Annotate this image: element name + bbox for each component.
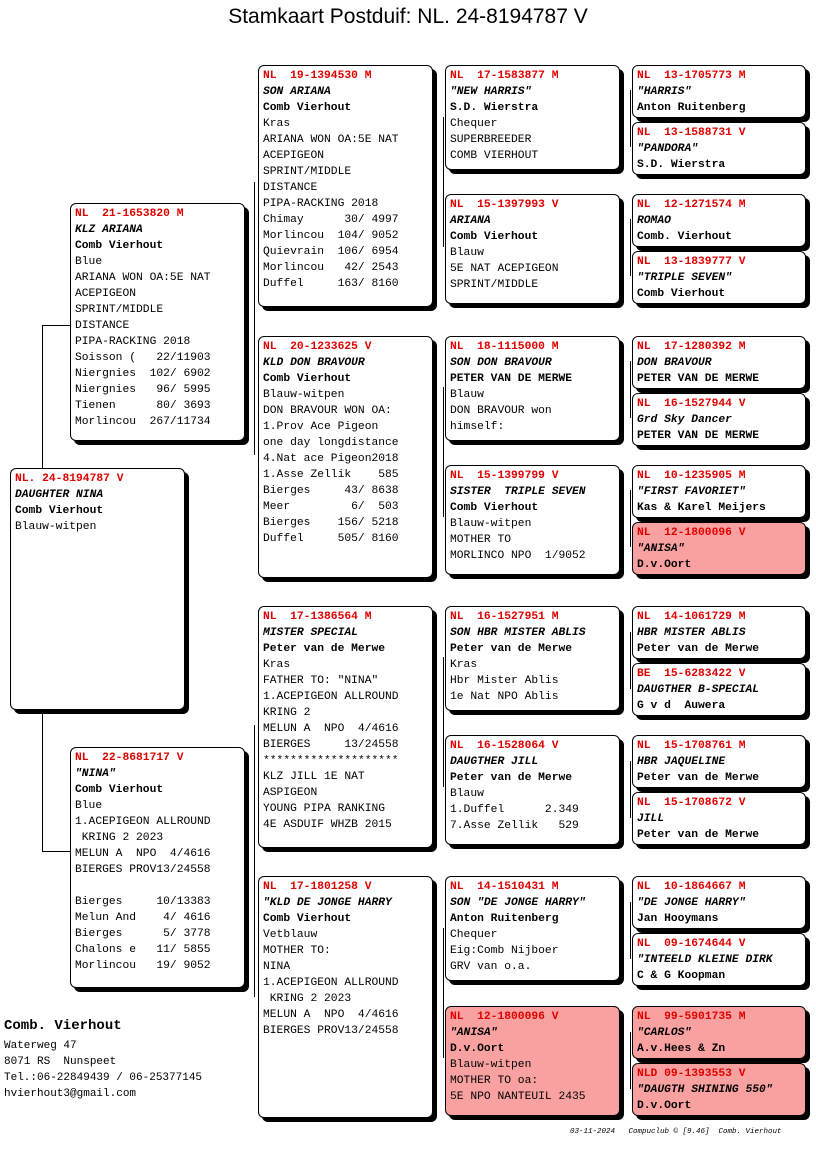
info-line: YOUNG PIPA RANKING	[263, 803, 386, 815]
connector-line	[630, 902, 631, 959]
pigeon-name: "PANDORA"	[637, 143, 699, 155]
info-line: Melun And 4/ 4616	[75, 912, 211, 924]
info-line: 7.Asse Zellik 529	[450, 820, 579, 832]
ring-number: NL 17-1801258 V	[263, 881, 372, 893]
pedigree-card-g15[interactable]	[632, 1006, 806, 1059]
ring-number: NL 16-1527944 V	[637, 398, 746, 410]
info-line: MELUN A NPO 4/4616	[263, 1009, 399, 1021]
info-line: Bierges 5/ 3778	[75, 928, 211, 940]
pedigree-card-sds[interactable]	[445, 336, 620, 441]
pigeon-name: "DE JONGE HARRY"	[637, 897, 746, 909]
breeder-name: Peter van de Merwe	[637, 643, 760, 655]
ring-number: NL 15-1399799 V	[450, 470, 559, 482]
pigeon-name: DON BRAVOUR	[637, 357, 712, 369]
connector-line	[443, 928, 444, 1058]
info-line: Duffel 505/ 8160	[263, 533, 399, 545]
pedigree-card-g16[interactable]	[632, 1063, 806, 1116]
ring-number: NL 16-1527951 M	[450, 611, 559, 623]
ring-number: NL 17-1386564 M	[263, 611, 372, 623]
breeder-name: Peter van de Merwe	[450, 772, 573, 784]
info-line: 1e Nat NPO Ablis	[450, 691, 559, 703]
info-line: 5E NAT ACEPIGEON	[450, 263, 559, 275]
ring-number: NL 10-1235905 M	[637, 470, 746, 482]
connector-line	[443, 657, 444, 787]
info-line: Kras	[450, 659, 478, 671]
breeder-name: D.v.Oort	[637, 559, 692, 571]
pigeon-name: "ANISA"	[637, 543, 685, 555]
info-line: ARIANA WON OA:5E NAT	[263, 134, 399, 146]
breeder-name: Peter van de Merwe	[637, 829, 760, 841]
owner-address: Waterweg 47	[4, 1040, 77, 1052]
info-line: BIERGES PROV13/24558	[263, 1025, 399, 1037]
info-line: Chimay 30/ 4997	[263, 214, 399, 226]
info-line: one day longdistance	[263, 437, 399, 449]
info-line: 1.ACEPIGEON ALLROUND	[263, 977, 399, 989]
breeder-name: D.v.Oort	[450, 1043, 505, 1055]
ring-number: NL 13-1588731 V	[637, 127, 746, 139]
ring-number: NL 22-8681717 V	[75, 752, 184, 764]
owner-phone[interactable]: Tel.:06-22849439 / 06-25377145	[4, 1072, 203, 1084]
info-line: MOTHER TO	[450, 534, 512, 546]
info-line: 5E NPO NANTEUIL 2435	[450, 1091, 586, 1103]
ring-number: NL 13-1839777 V	[637, 256, 746, 268]
pedigree-card-sss[interactable]	[445, 65, 620, 170]
info-line: GRV van o.a.	[450, 961, 532, 973]
pigeon-name: HBR MISTER ABLIS	[637, 627, 746, 639]
breeder-name: PETER VAN DE MERWE	[637, 373, 760, 385]
ring-number: NLD 09-1393553 V	[637, 1068, 746, 1080]
info-line: 1.Asse Zellik 585	[263, 469, 399, 481]
pedigree-card-sire[interactable]	[70, 203, 245, 441]
ring-number: NL 14-1061729 M	[637, 611, 746, 623]
info-line: DON BRAVOUR won	[450, 405, 552, 417]
ring-number: NL 99-5901735 M	[637, 1011, 746, 1023]
owner-city: 8071 RS Nunspeet	[4, 1056, 117, 1068]
info-line: Morlincou 42/ 2543	[263, 262, 399, 274]
info-line: KRING 2	[263, 707, 311, 719]
info-line: Kras	[263, 659, 291, 671]
info-line: PIPA-RACKING 2018	[75, 336, 191, 348]
info-line: KLZ JILL 1E NAT	[263, 771, 365, 783]
pedigree-card-g13[interactable]	[632, 876, 806, 929]
pedigree-card-dss[interactable]	[445, 606, 620, 711]
pigeon-name: SON "DE JONGE HARRY"	[450, 897, 586, 909]
pedigree-card-g14[interactable]	[632, 933, 806, 986]
pigeon-name: "TRIPLE SEVEN"	[637, 272, 732, 284]
info-line: MELUN A NPO 4/4616	[75, 848, 211, 860]
pigeon-name: "KLD DE JONGE HARRY	[263, 897, 392, 909]
ring-number: NL 18-1115000 M	[450, 341, 559, 353]
info-line: Morlincou 267/11734	[75, 416, 211, 428]
ring-number: BE 15-6283422 V	[637, 668, 746, 680]
info-line: MOTHER TO:	[263, 945, 331, 957]
info-line: SPRINT/MIDDLE	[263, 166, 352, 178]
info-line: DON BRAVOUR WON OA:	[263, 405, 392, 417]
breeder-name: Comb Vierhout	[450, 231, 539, 243]
info-line: Hbr Mister Ablis	[450, 675, 559, 687]
breeder-name: S.D. Wierstra	[450, 102, 539, 114]
connector-line	[630, 632, 631, 689]
breeder-name: Comb Vierhout	[450, 502, 539, 514]
info-line: DISTANCE	[75, 320, 130, 332]
pedigree-card-sire-dam[interactable]	[258, 336, 433, 578]
breeder-name: Comb Vierhout	[263, 913, 352, 925]
pedigree-card-dds[interactable]	[445, 876, 620, 981]
pigeon-name: DAUGTHER B-SPECIAL	[637, 684, 760, 696]
info-line: 4.Nat ace Pigeon2018	[263, 453, 399, 465]
pedigree-card-g3[interactable]	[632, 194, 806, 247]
pedigree-card-g10[interactable]	[632, 663, 806, 716]
ring-number: NL 17-1583877 M	[450, 70, 559, 82]
info-line: Niergnies 102/ 6902	[75, 368, 211, 380]
pigeon-name: "DAUGTH SHINING 550"	[637, 1084, 773, 1096]
ring-number: NL 12-1271574 M	[637, 199, 746, 211]
pedigree-card-g1[interactable]	[632, 65, 806, 118]
info-line: 1.ACEPIGEON ALLROUND	[75, 816, 211, 828]
info-line: Bierges 10/13383	[75, 896, 211, 908]
pedigree-card-g8[interactable]	[632, 522, 806, 575]
pedigree-card-dam-dam[interactable]	[258, 876, 433, 1118]
pedigree-card-dam[interactable]	[70, 747, 245, 988]
info-line: ACEPIGEON	[263, 150, 325, 162]
pigeon-name: SON ARIANA	[263, 86, 331, 98]
breeder-name: Jan Hooymans	[637, 913, 719, 925]
info-line: 1.ACEPIGEON ALLROUND	[263, 691, 399, 703]
info-line: Quievrain 106/ 6954	[263, 246, 399, 258]
pigeon-name: Grd Sky Dancer	[637, 414, 732, 426]
info-line: PIPA-RACKING 2018	[263, 198, 379, 210]
ring-number: NL 20-1233625 V	[263, 341, 372, 353]
breeder-name: Anton Ruitenberg	[637, 102, 746, 114]
pedigree-card-g6[interactable]	[632, 393, 806, 446]
pigeon-name: "FIRST FAVORIET"	[637, 486, 746, 498]
breeder-name: C & G Koopman	[637, 970, 726, 982]
info-line: Blue	[75, 256, 103, 268]
info-line: Vetblauw	[263, 929, 318, 941]
ring-number: NL 14-1510431 M	[450, 881, 559, 893]
info-line: SUPERBREEDER	[450, 134, 532, 146]
ring-number: NL 09-1674644 V	[637, 938, 746, 950]
pigeon-name: "NINA"	[75, 768, 116, 780]
info-line: Morlincou 104/ 9052	[263, 230, 399, 242]
pigeon-name: KLD DON BRAVOUR	[263, 357, 365, 369]
info-line: Blauw	[450, 247, 484, 259]
info-line: Bierges 156/ 5218	[263, 517, 399, 529]
pedigree-card-g12[interactable]	[632, 792, 806, 845]
info-line: Kras	[263, 118, 291, 130]
connector-line	[630, 761, 631, 818]
ring-number: NL 15-1708761 M	[637, 740, 746, 752]
info-line: Bierges 43/ 8638	[263, 485, 399, 497]
info-line: Chequer	[450, 118, 498, 130]
info-line: BIERGES PROV13/24558	[75, 864, 211, 876]
connector-line	[254, 725, 255, 997]
page-title: Stamkaart Postduif: NL. 24-8194787 V	[228, 5, 588, 28]
info-line: Morlincou 19/ 9052	[75, 960, 211, 972]
pigeon-name: HBR JAQUELINE	[637, 756, 726, 768]
info-line: Tienen 80/ 3693	[75, 400, 211, 412]
footer-stamp: 03-11-2024 Compuclub © [9.46] Comb. Vierhout	[570, 1128, 782, 1136]
info-line: ********************	[263, 755, 399, 767]
info-line: himself:	[450, 421, 505, 433]
pigeon-name: SON DON BRAVOUR	[450, 357, 552, 369]
info-line: COMB VIERHOUT	[450, 150, 539, 162]
info-line: MOTHER TO oa:	[450, 1075, 539, 1087]
info-line: Niergnies 96/ 5995	[75, 384, 211, 396]
info-line: 1.Duffel 2.349	[450, 804, 579, 816]
ring-number: NL 16-1528064 V	[450, 740, 559, 752]
info-line: ACEPIGEON	[75, 288, 137, 300]
breeder-name: Comb Vierhout	[637, 288, 726, 300]
pigeon-name: JILL	[637, 813, 665, 825]
info-line: 1.Prov Ace Pigeon	[263, 421, 379, 433]
owner-name: Comb. Vierhout	[4, 1018, 122, 1034]
info-line: Blauw	[450, 389, 484, 401]
breeder-name: S.D. Wierstra	[637, 159, 726, 171]
info-line: KRING 2 2023	[75, 832, 164, 844]
info-line: ASPIGEON	[263, 787, 318, 799]
info-line	[75, 878, 240, 894]
pedigree-card-g5[interactable]	[632, 336, 806, 389]
info-line: Eig:Comb Nijboer	[450, 945, 559, 957]
info-line: BIERGES 13/24558	[263, 739, 399, 751]
pedigree-card-sdd[interactable]	[445, 465, 620, 575]
connector-line	[630, 90, 631, 147]
info-line: Duffel 163/ 8160	[263, 278, 399, 290]
breeder-name: Comb Vierhout	[263, 373, 352, 385]
connector-line	[630, 361, 631, 418]
breeder-name: Comb Vierhout	[75, 784, 164, 796]
connector-line	[630, 1032, 631, 1089]
pigeon-name: "NEW HARRIS"	[450, 86, 532, 98]
connector-line	[443, 387, 444, 517]
ring-number: NL 19-1394530 M	[263, 70, 372, 82]
breeder-name: G v d Auwera	[637, 700, 726, 712]
info-line: Blauw	[450, 788, 484, 800]
pedigree-card-g4[interactable]	[632, 251, 806, 304]
ring-number: NL 13-1705773 M	[637, 70, 746, 82]
info-line: MELUN A NPO 4/4616	[263, 723, 399, 735]
connector-line	[42, 325, 70, 326]
ring-number: NL 21-1653820 M	[75, 208, 184, 220]
ring-number: NL 12-1800096 V	[637, 527, 746, 539]
info-line: Chalons e 11/ 5855	[75, 944, 211, 956]
pigeon-name: KLZ ARIANA	[75, 224, 143, 236]
owner-email[interactable]: hvierhout3@gmail.com	[4, 1088, 137, 1100]
ring-number: NL 15-1708672 V	[637, 797, 746, 809]
pedigree-card-sire-sire[interactable]	[258, 65, 433, 307]
info-line: Soisson ( 22/11903	[75, 352, 211, 364]
info-line: NINA	[263, 961, 291, 973]
info-line: Blue	[75, 800, 103, 812]
connector-line	[42, 851, 70, 852]
breeder-name: PETER VAN DE MERWE	[637, 430, 760, 442]
ring-number: NL 15-1397993 V	[450, 199, 559, 211]
connector-line	[630, 219, 631, 276]
pigeon-name: ARIANA	[450, 215, 491, 227]
info-line: Chequer	[450, 929, 498, 941]
connector-line	[630, 490, 631, 547]
info-line: Blauw-witpen	[450, 1059, 532, 1071]
info-line: Blauw-witpen	[450, 518, 532, 530]
pigeon-name: ROMAO	[637, 215, 671, 227]
info-line: ARIANA WON OA:5E NAT	[75, 272, 211, 284]
breeder-name: A.v.Hees & Zn	[637, 1043, 726, 1055]
pigeon-name: "INTEELD KLEINE DIRK	[637, 954, 773, 966]
ring-number: NL 12-1800096 V	[450, 1011, 559, 1023]
ring-number: NL. 24-8194787 V	[15, 473, 124, 485]
breeder-name: D.v.Oort	[637, 1100, 692, 1112]
pigeon-name: "CARLOS"	[637, 1027, 692, 1039]
breeder-name: Peter van de Merwe	[263, 643, 386, 655]
info-line: SPRINT/MIDDLE	[450, 279, 539, 291]
info-line: MORLINCO NPO 1/9052	[450, 550, 586, 562]
breeder-name: Comb Vierhout	[15, 505, 104, 517]
pedigree-card-g2[interactable]	[632, 122, 806, 175]
pigeon-name: "HARRIS"	[637, 86, 692, 98]
breeder-name: Kas & Karel Meijers	[637, 502, 766, 514]
connector-line	[443, 117, 444, 247]
pedigree-card-subject[interactable]	[10, 468, 185, 710]
pedigree-card-g9[interactable]	[632, 606, 806, 659]
breeder-name: Comb. Vierhout	[637, 231, 732, 243]
breeder-name: Peter van de Merwe	[637, 772, 760, 784]
breeder-name: Comb Vierhout	[263, 102, 352, 114]
info-line: KRING 2 2023	[263, 993, 352, 1005]
breeder-name: Peter van de Merwe	[450, 643, 573, 655]
pedigree-card-dam-sire[interactable]	[258, 606, 433, 848]
pigeon-name: SISTER TRIPLE SEVEN	[450, 486, 586, 498]
info-line: Blauw-witpen	[15, 521, 97, 533]
info-line: 4E ASDUIF WHZB 2015	[263, 819, 392, 831]
breeder-name: Comb Vierhout	[75, 240, 164, 252]
info-line: SPRINT/MIDDLE	[75, 304, 164, 316]
pedigree-card-ssd[interactable]	[445, 194, 620, 304]
pigeon-name: SON HBR MISTER ABLIS	[450, 627, 586, 639]
pigeon-name: MISTER SPECIAL	[263, 627, 358, 639]
ring-number: NL 17-1280392 M	[637, 341, 746, 353]
breeder-name: Anton Ruitenberg	[450, 913, 559, 925]
pedigree-card-g11[interactable]	[632, 735, 806, 788]
info-line: DISTANCE	[263, 182, 318, 194]
ring-number: NL 10-1864667 M	[637, 881, 746, 893]
pigeon-name: DAUGTHER JILL	[450, 756, 539, 768]
pedigree-card-ddd[interactable]	[445, 1006, 620, 1116]
pedigree-card-dsd[interactable]	[445, 735, 620, 845]
connector-line	[254, 182, 255, 455]
pedigree-card-g7[interactable]	[632, 465, 806, 518]
pigeon-name: "ANISA"	[450, 1027, 498, 1039]
info-line: Blauw-witpen	[263, 389, 345, 401]
info-line: FATHER TO: "NINA"	[263, 675, 379, 687]
breeder-name: PETER VAN DE MERWE	[450, 373, 573, 385]
info-line: Meer 6/ 503	[263, 501, 399, 513]
owner-info	[4, 1018, 202, 1104]
pigeon-name: DAUGHTER NINA	[15, 489, 104, 501]
